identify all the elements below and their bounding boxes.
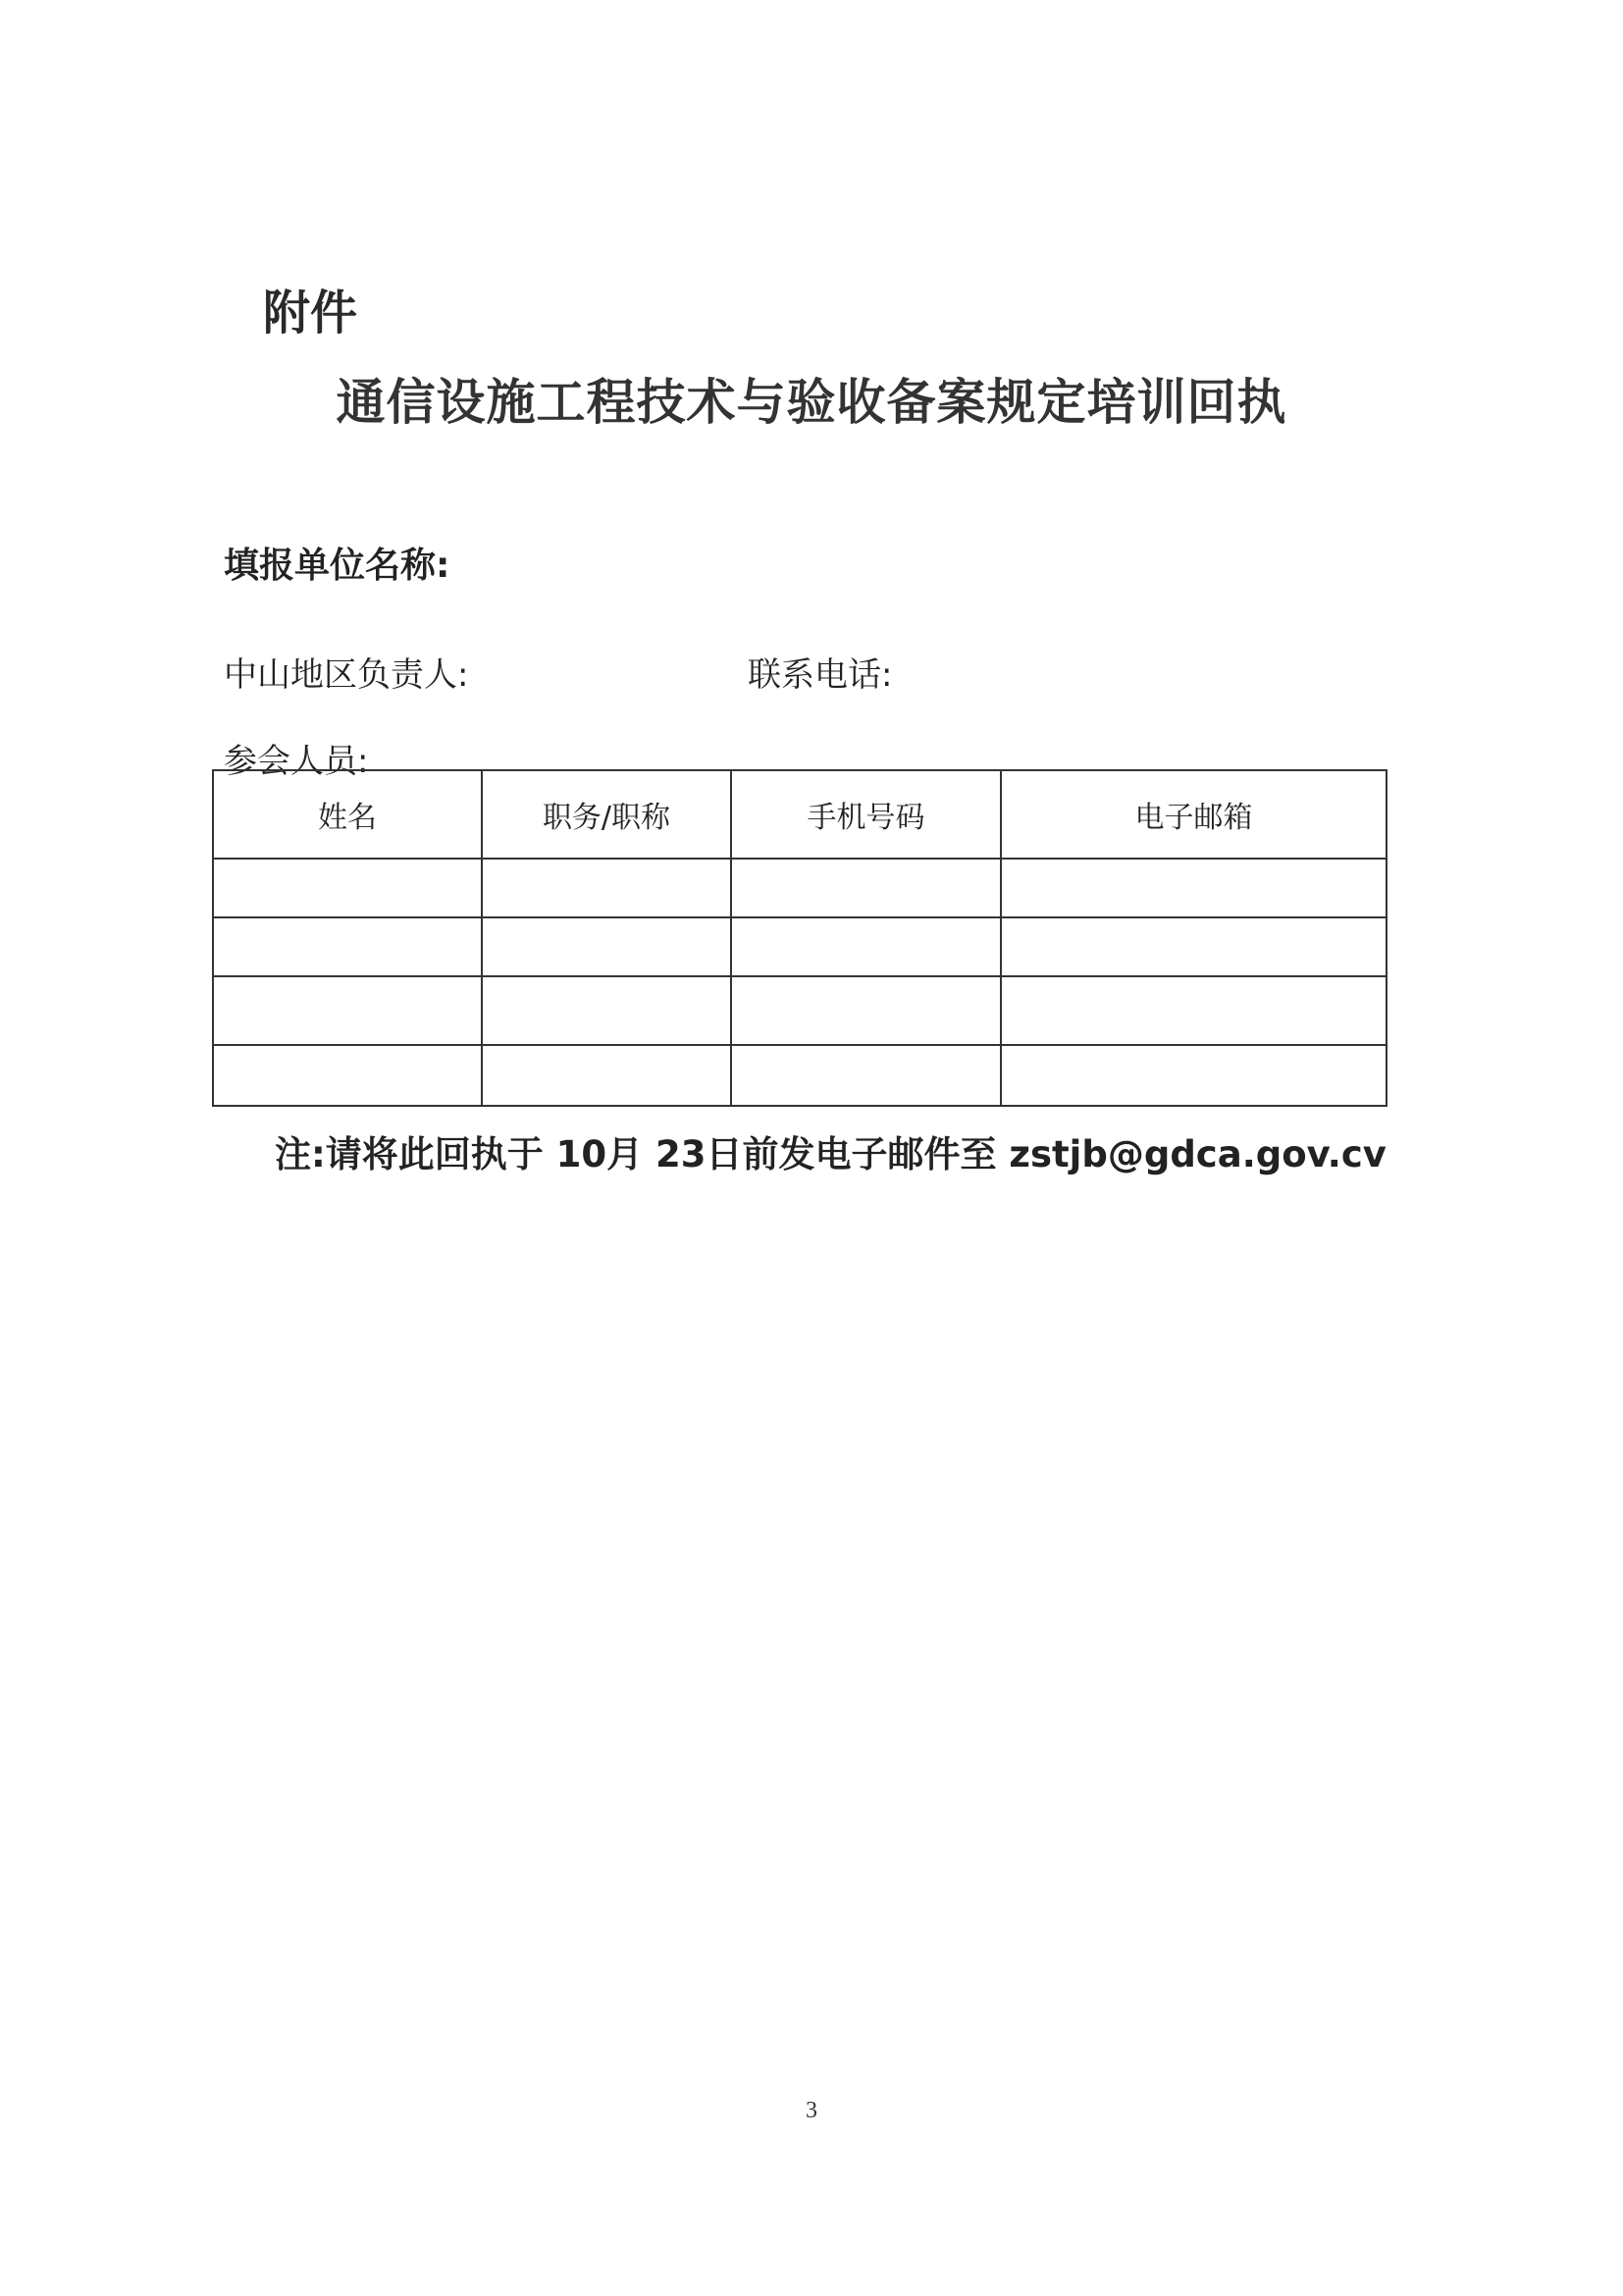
table-cell — [731, 1045, 1001, 1106]
table-cell — [213, 917, 482, 976]
table-row — [213, 1045, 1387, 1106]
page-number: 3 — [806, 2098, 817, 2123]
table-cell — [482, 917, 731, 976]
table-cell — [731, 859, 1001, 917]
table-cell — [1001, 1045, 1387, 1106]
attendees-label: 参会人员: — [224, 742, 369, 781]
attachment-label: 附件 — [263, 286, 358, 340]
attendee-table — [212, 769, 1387, 1107]
header-email: 电子邮箱 — [1001, 770, 1387, 859]
table-cell — [1001, 859, 1387, 917]
table-cell — [482, 1045, 731, 1106]
table-row — [213, 976, 1387, 1045]
table-row — [213, 859, 1387, 917]
table-header-row — [213, 770, 1387, 859]
table-cell — [731, 976, 1001, 1045]
table-row — [213, 917, 1387, 976]
table-cell — [213, 859, 482, 917]
table-cell — [1001, 917, 1387, 976]
unit-name-label: 填报单位名称: — [224, 546, 450, 586]
table-cell — [482, 976, 731, 1045]
phone-label: 联系电话: — [748, 655, 893, 695]
header-name: 姓名 — [213, 770, 482, 859]
leader-label: 中山地区负责人: — [224, 655, 469, 695]
header-title: 职务/职称 — [482, 770, 731, 859]
document-title: 通信设施工程技术与验收备案规定培训回执 — [336, 374, 1287, 431]
table-cell — [731, 917, 1001, 976]
table-cell — [1001, 976, 1387, 1045]
table-cell — [213, 976, 482, 1045]
submission-note: 注:请将此回执于 10月 23日前发电子邮件至 zstjb@gdca.gov.cv — [275, 1133, 1387, 1175]
table-cell — [482, 859, 731, 917]
header-mobile: 手机号码 — [731, 770, 1001, 859]
table-cell — [213, 1045, 482, 1106]
